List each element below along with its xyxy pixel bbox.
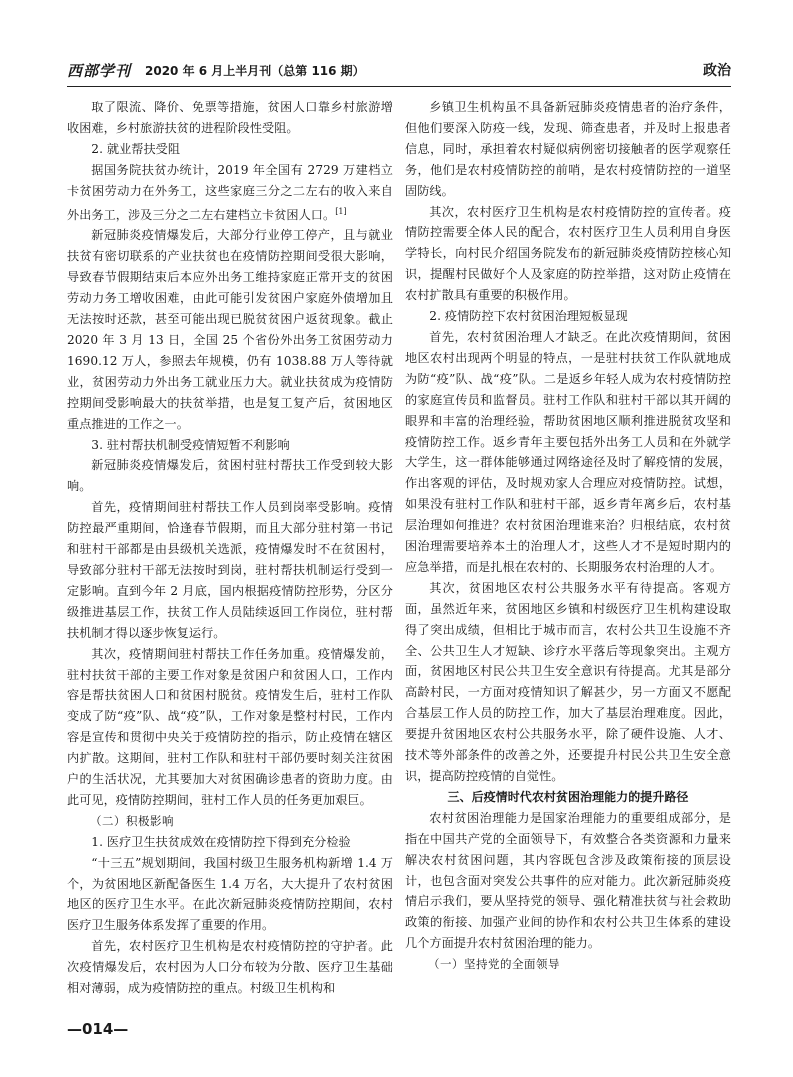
running-header xyxy=(67,58,731,87)
paragraph xyxy=(405,808,731,954)
right-column xyxy=(405,97,731,1037)
subsection-title xyxy=(67,139,393,160)
journal-logo: 西部学刊 xyxy=(67,62,132,80)
paragraph-text: 据国务院扶贫办统计，2019 年全国有 2729 万建档立卡贫困劳动力在外务工，这些家庭三分之二左右的收入来自外出务工，涉及三分之二左右建档立卡贫困人口。 xyxy=(67,162,393,222)
paragraph-text: 三、后疫情时代农村贫困治理能力的提升路径 xyxy=(447,789,689,804)
paragraph xyxy=(67,97,393,139)
paragraph xyxy=(67,497,393,643)
paragraph-text: 3. 驻村帮扶机制受疫情短暂不利影响 xyxy=(91,437,290,452)
paragraph-text: 2. 就业帮扶受阻 xyxy=(91,141,181,156)
section-tag: 政治 xyxy=(703,63,731,79)
subsection-title xyxy=(67,435,393,456)
paragraph xyxy=(405,578,731,787)
paragraph xyxy=(67,225,393,434)
section-heading xyxy=(405,787,731,808)
citation-marker: [1] xyxy=(335,206,347,216)
paragraph-text: 首先，疫情期间驻村帮扶工作人员到岗率受影响。疫情防控最严重期间，恰逢春节假期，而且大部分驻村第一书记和驻村干部都是由县级机关选派，疫情爆发时不在贫困村，导致部分驻村干部无法按时到岗，驻村帮扶机制运行受到一定影响。直到今年 2 月底，国内根据疫情防控形势，分区分级推进基层工作，扶贫工作人员陆续返回工作岗位，驻村帮扶机制才得以逐步恢复运行。 xyxy=(67,500,393,640)
subsection-title xyxy=(67,832,393,853)
issue-info: 2020 年 6 月上半月刊（总第 116 期） xyxy=(145,64,365,78)
paragraph-text: 其次，贫困地区农村公共服务水平有待提高。客观方面，虽然近年来，贫困地区乡镇和村级医疗卫生机构建设取得了突出成绩，但相比于城市而言，农村公共卫生设施不齐全、公共卫生人才短缺、诊疗水平落后等现象突出。主观方面，贫困地区村民公共卫生安全意识有待提高。尤其是部分高龄村民，一方面对疫情知识了解甚少，另一方面又不愿配合基层工作人员的防控工作，加大了基层治理难度。因此，要提升贫困地区农村公共服务水平，除了硬件设施、人才、技术等外部条件的改善之外，还要提升村民公共卫生安全意识，提高防控疫情的自觉性。 xyxy=(405,580,731,783)
paragraph-text: 其次，农村医疗卫生机构是农村疫情防控的宣传者。疫情防控需要全体人民的配合，农村医疗卫生人员利用自身医学特长，向村民介绍国务院发布的新冠肺炎疫情防控核心知识，提醒村民做好个人及家庭的防控举措，这对防止疫情在农村扩散具有重要的积极作用。 xyxy=(405,204,731,303)
paragraph-text: （二）积极影响 xyxy=(90,813,174,828)
paragraph xyxy=(67,644,393,811)
paragraph-text: 新冠肺炎疫情爆发后，贫困村驻村帮扶工作受到较大影响。 xyxy=(67,458,393,494)
subsection-heading xyxy=(405,954,731,975)
page-number: —014— xyxy=(67,1020,129,1038)
paragraph-text: 农村贫困治理能力是国家治理能力的重要组成部分，是指在中国共产党的全面领导下，有效整合各类资源和力量来解决农村贫困问题，其内容既包含涉及政策衔接的顶层设计，也包含面对突发公共事件的应对能力。此次新冠肺炎疫情启示我们，要从坚持党的领导、强化精准扶贫与社会救助政策的衔接、加强产业间的协作和农村公共卫生体系的建设几个方面提升农村贫困治理的能力。 xyxy=(405,810,731,951)
paragraph-text: 2. 疫情防控下农村贫困治理短板显现 xyxy=(429,309,628,324)
paragraph xyxy=(405,327,731,578)
paragraph-text: 新冠肺炎疫情爆发后，大部分行业停工停产，且与就业扶贫有密切联系的产业扶贫也在疫情防控期间受很大影响，导致春节假期结束后本应外出务工维持家庭正常开支的贫困劳动力务工增收困难，由此可能引发贫困户家庭外债增加且无法按时还款，甚至可能出现已脱贫贫困户返贫现象。截止 2020 年 3 月 13 日，全国 25 个省份外出务工贫困劳动力 1690.12 万人，参照去年规模，仍有 1038.88 万人等待就业，贫困劳动力外出务工就业压力大。就业扶贫成为疫情防控期间受影响最大的扶贫举措，也是复工复产后，贫困地区重点推进的工作之一。 xyxy=(67,228,393,431)
paragraph-text: 1. 医疗卫生扶贫成效在疫情防控下得到充分检验 xyxy=(91,834,351,849)
paragraph xyxy=(67,455,393,497)
paragraph xyxy=(405,202,731,307)
paragraph-text: 其次，疫情期间驻村帮扶工作任务加重。疫情爆发前，驻村扶贫干部的主要工作对象是贫困户和贫困人口，工作内容是帮扶贫困人口和贫困村脱贫。疫情发生后，驻村工作队变成了防“疫”队、战“疫”队，工作对象是整村村民，工作内容是宣传和贯彻中央关于疫情防控的指示，防止疫情在辖区内扩散。这期间，驻村工作队和驻村干部仍要时刻关注贫困户的生活状况，尤其要加大对贫困确诊患者的资助力度。由此可见，疫情防控期间，驻村工作人员的任务更加艰巨。 xyxy=(67,646,393,807)
paragraph-text: 首先，农村医疗卫生机构是农村疫情防控的守护者。此次疫情爆发后，农村因为人口分布较为分散、医疗卫生基础相对薄弱，成为疫情防控的重点。村级卫生机构和 xyxy=(67,939,393,996)
subsection-heading xyxy=(67,811,393,832)
paragraph xyxy=(67,160,393,226)
paragraph-text: 首先，农村贫困治理人才缺乏。在此次疫情期间，贫困地区农村出现两个明显的特点，一是驻村扶贫工作队就地成为防“疫”队、战“疫”队。二是返乡年轻人成为农村疫情防控的家庭宣传员和监督员。驻村工作队和驻村干部以其开阔的眼界和丰富的治理经验，帮助贫困地区顺利推进脱贫攻坚和疫情防控工作。返乡青年主要包括外出务工人员和在外就学大学生，这一群体能够通过网络途径及时了解疫情的发展，作出客观的评估，及时规劝家人合理应对疫情防控。试想，如果没有驻村工作队和驻村干部，返乡青年离乡后，农村基层治理如何推进？农村贫困治理谁来治？归根结底，农村贫困治理需要培养本土的治理人才，这些人才不是短时期内的应急举措，而是扎根在农村的、长期服务农村治理的人才。 xyxy=(405,329,731,574)
paragraph xyxy=(67,853,393,937)
left-column xyxy=(67,97,393,1037)
paragraph-text: 乡镇卫生机构虽不具备新冠肺炎疫情患者的治疗条件，但他们要深入防疫一线，发现、筛查患者，并及时上报患者信息，同时，承担着农村疑似病例密切接触者的医学观察任务，他们是农村疫情防控的前哨，是农村疫情防控的一道坚固防线。 xyxy=(405,100,731,198)
paragraph-text: 取了限流、降价、免票等措施，贫困人口靠乡村旅游增收困难，乡村旅游扶贫的进程阶段性受阻。 xyxy=(67,100,393,135)
paragraph xyxy=(67,936,393,999)
paragraph-text: （一）坚持党的全面领导 xyxy=(428,957,560,972)
subsection-title xyxy=(405,306,731,327)
paragraph xyxy=(405,97,731,202)
paragraph-text: “十三五”规划期间，我国村级卫生服务机构新增 1.4 万个，为贫困地区新配备医生 1.4 万名，大大提升了农村贫困地区的医疗卫生水平。在此次新冠肺炎疫情防控期间，农村医疗卫生服务体系发挥了重要的作用。 xyxy=(67,855,393,933)
